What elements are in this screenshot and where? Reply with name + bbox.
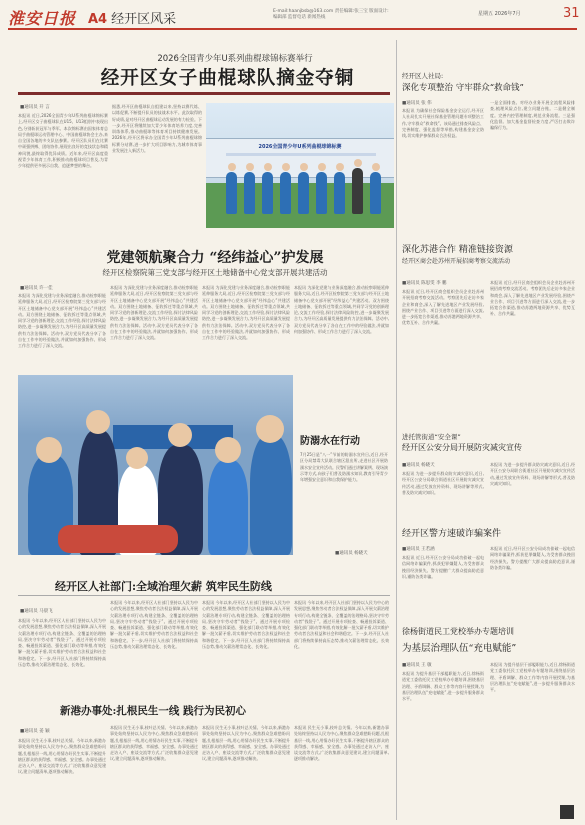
fire-byline: ■通讯员 杨晓天 bbox=[402, 463, 435, 468]
party-body-col3: 本报讯 为深化党建与业务深度融合,推动检察职能延伸服务大局,近日,经开区检察院第三党支部与经开区土地储备中心党支部开展“经纬益心”共建活动。双方围绕土地储备、征收拆迁等重点领域,共同学习党的创新理论,交流工作经验,探讨法律风险防控,进一步凝聚发展合力,为经开区高质量发展提供有力法治保障。活动中,双方党员代表分享了各自在工作中的经验做法,并就如何加强协作、形成工作合力进行了深入交流。 bbox=[202, 285, 290, 341]
photo-banner: 2026全国青少年U系列曲棍球锦标赛 bbox=[258, 144, 342, 150]
party-subhead: 经开区检察院第三党支部与经开区土地储备中心党支部开展共建活动 bbox=[102, 268, 328, 277]
labor-body-col3: 本报讯 今年以来,经开区人社部门坚持以人民为中心的发展思想,聚焦劳动者合法权益保障,深入开展欠薪治理专项行动,构建全链条、全覆盖的治理格局,坚决守牢劳动者“钱袋子”。通过开展专项检查、畅通投诉渠道、强化部门联动等举措,有效化解一批欠薪矛盾,切实维护劳动者合法权益和社会和谐稳定。下一步,经开区人社部门将持续保持高压态势,推动欠薪治理常态化、长效化。 bbox=[202, 600, 290, 650]
train-headline: 徐杨街道民工党校举办专题培训 bbox=[402, 627, 514, 636]
page-title: A4 经开区风采 bbox=[88, 12, 177, 27]
office-body-col1: 本报讯 民生无小事,枝叶总关情。今年以来,新港办事处始终坚持以人民为中心,聚焦群众急难愁盼问题,扎根基层一线,用心用情办好民生实事,不断提升辖区群众的获得感、幸福感、安全感。办事处通过走访入户、座谈交流等方式,广泛收集群众意见建议,建立问题清单,逐项推动解决。 bbox=[18, 738, 106, 775]
police-byline: ■通讯员 杨晓天 bbox=[335, 551, 368, 556]
scam-body-left: 本报讯 近日,经开区公安分局成功侦破一起电信网络诈骗案件,抓获犯罪嫌疑人,为受害群众挽回经济损失。警方提醒广大群众提高防范意识,谨防各类诈骗。 bbox=[402, 555, 484, 579]
biz-subhead: 经开区商会赴苏州开展招商考察交流活动 bbox=[402, 258, 511, 265]
scam-headline: 经开区警方速破诈骗案件 bbox=[402, 529, 502, 539]
masthead bbox=[8, 6, 580, 30]
hockey-team-photo bbox=[206, 103, 394, 228]
col-body-right: 一是全面排查。对经办业务开展全流程风险排查,梳理风险点位,建立问题台账。二是健全制度。完善内控管理制度,规范业务流程。三是强化监督。加大基金监督检查力度,严厉打击欺诈骗保行为。 bbox=[490, 100, 575, 131]
police-body: 7月25日是“八一”节前的防溺水宣传日,近日,经开区分局禁毒大队联合辖区派出所,走进社区开展防溺水安全宣传活动。民警们通过讲解案例、现场演示等方式,向孩子们普及防溺水知识,教育引导青少年增强安全意识和自我保护能力。 bbox=[300, 452, 388, 483]
police-title: 防溺水在行动 bbox=[300, 436, 360, 447]
labor-byline: ■通讯员 马晨飞 bbox=[20, 609, 53, 614]
fire-body-left: 本报讯 为进一步提升群众防灾减灾意识,近日,经开区公安分局联合街道社区开展防灾减灾宣传活动,通过发放宣传资料、现场讲解等形式,普及防灾减灾知识。 bbox=[402, 471, 484, 495]
labor-headline: 经开区人社部门:全域治理欠薪 筑牢民生防线 bbox=[55, 580, 272, 593]
biz-byline: ■通讯员 陈思雯 李 鹏 bbox=[402, 281, 447, 286]
divider bbox=[18, 92, 390, 95]
issue-date: 星期五 2026年7月 bbox=[478, 11, 521, 17]
lead-body-left: 本报讯 近日,2026全国青少年U系列曲棍球锦标赛上,经开区女子曲棍球队在U15、U13组别中表现出色,分别斩获冠军与季军。本次锦标赛由国家体育总局手曲棍球运动管理中心、中国曲棍球协会主办,来自全国各地的多支队伍参赛。经开区队员们在比赛中顽强拼搏、团结协作,展现出良好的竞技状态和精神风貌,最终取得优异成绩。近年来,经开区高度重视青少年体育工作,积极推动曲棍球项目普及,为青少年提供更多展示自我、追逐梦想的舞台。 bbox=[18, 113, 108, 169]
party-body-col1: 本报讯 为深化党建与业务深度融合,推动检察职能延伸服务大局,近日,经开区检察院第三党支部与经开区土地储备中心党支部开展“经纬益心”共建活动。双方围绕土地储备、征收拆迁等重点领域,共同学习党的创新理论,交流工作经验,探讨法律风险防控,进一步凝聚发展合力,为经开区高质量发展提供有力法治保障。活动中,双方党员代表分享了各自在工作中的经验做法,并就如何加强协作、形成工作合力进行了深入交流。 bbox=[18, 293, 106, 349]
qr-code-icon bbox=[560, 805, 574, 819]
col-headline: 深化专项整治 守牢群众“救命钱” bbox=[402, 83, 524, 93]
train-body-left: 本报讯 为提升基层干部履职能力,近日,徐杨街道党工委依托民工党校举办专题培训,围绕基层治理、矛盾调解、群众工作等内容开展授课,为基层治理队伍“充电赋能”,进一步提升服务群众水平。 bbox=[402, 671, 484, 702]
column-divider bbox=[396, 40, 397, 820]
col-kicker: 经开区人社局: bbox=[402, 72, 444, 80]
office-body-col2: 本报讯 民生无小事,枝叶总关情。今年以来,新港办事处始终坚持以人民为中心,聚焦群众急难愁盼问题,扎根基层一线,用心用情办好民生实事,不断提升辖区群众的获得感、幸福感、安全感。办事处通过走访入户、座谈交流等方式,广泛收集群众意见建议,建立问题清单,逐项推动解决。 bbox=[110, 725, 198, 762]
train-subhead: 为基层治理队伍“充电赋能” bbox=[402, 643, 517, 654]
scam-byline: ■通讯员 王若涵 bbox=[402, 547, 435, 552]
col-body-left: 本报讯 为确保社会保险基金安全运行,经开区人社局扎实开展社保基金管理问题专项整治工作,守牢群众“救命钱”。该局通过排查风险点、完善制度、强化监督等举措,构建基金安全防线,切实维护参保群众合法权益。 bbox=[402, 108, 484, 139]
office-headline: 新港办事处:扎根民生一线 践行为民初心 bbox=[60, 705, 247, 717]
labor-body-col1: 本报讯 今年以来,经开区人社部门坚持以人民为中心的发展思想,聚焦劳动者合法权益保障,深入开展欠薪治理专项行动,构建全链条、全覆盖的治理格局,坚决守牢劳动者“钱袋子”。通过开展专项检查、畅通投诉渠道、强化部门联动等举措,有效化解一批欠薪矛盾,切实维护劳动者合法权益和社会和谐稳定。下一步,经开区人社部门将持续保持高压态势,推动欠薪治理常态化、长效化。 bbox=[18, 618, 106, 668]
police-event-photo bbox=[18, 375, 293, 555]
biz-body-left: 本报讯 近日,经开区商会组织会员企业赴苏州开展招商考察交流活动。考察团先后走访多家企业和商会,深入了解先进地区产业发展经验,围绕产业合作、项目引进等方面进行深入交流,进一步拓宽合作渠道,推动苏港两地资源共享、优势互补、合作共赢。 bbox=[402, 289, 484, 326]
fire-body-right: 本报讯 为进一步提升群众防灾减灾意识,近日,经开区公安分局联合街道社区开展防灾减灾宣传活动,通过发放宣传资料、现场讲解等形式,普及防灾减灾知识。 bbox=[490, 462, 575, 486]
party-body-col4: 本报讯 为深化党建与业务深度融合,推动检察职能延伸服务大局,近日,经开区检察院第三党支部与经开区土地储备中心党支部开展“经纬益心”共建活动。双方围绕土地储备、征收拆迁等重点领域,共同学习党的创新理论,交流工作经验,探讨法律风险防控,进一步凝聚发展合力,为经开区高质量发展提供有力法治保障。活动中,双方党员代表分享了各自在工作中的经验做法,并就如何加强协作、形成工作合力进行了深入交流。 bbox=[294, 285, 389, 335]
party-headline: 党建领航聚合力 “经纬益心”护发展 bbox=[106, 250, 324, 266]
office-body-col4: 本报讯 民生无小事,枝叶总关情。今年以来,新港办事处始终坚持以人民为中心,聚焦群众急难愁盼问题,扎根基层一线,用心用情办好民生实事,不断提升辖区群众的获得感、幸福感、安全感。办事处通过走访入户、座谈交流等方式,广泛收集群众意见建议,建立问题清单,逐项推动解决。 bbox=[294, 725, 389, 762]
train-body-right: 本报讯 为提升基层干部履职能力,近日,徐杨街道党工委依托民工党校举办专题培训,围绕基层治理、矛盾调解、群众工作等内容开展授课,为基层治理队伍“充电赋能”,进一步提升服务群众水平。 bbox=[490, 662, 575, 693]
lead-headline: 经开区女子曲棍球队摘金夺铜 bbox=[100, 68, 355, 89]
labor-body-col2: 本报讯 今年以来,经开区人社部门坚持以人民为中心的发展思想,聚焦劳动者合法权益保障,深入开展欠薪治理专项行动,构建全链条、全覆盖的治理格局,坚决守牢劳动者“钱袋子”。通过开展专项检查、畅通投诉渠道、强化部门联动等举措,有效化解一批欠薪矛盾,切实维护劳动者合法权益和社会和谐稳定。下一步,经开区人社部门将持续保持高压态势,推动欠薪治理常态化、长效化。 bbox=[110, 600, 198, 650]
page-label: A4 bbox=[88, 12, 108, 27]
col-byline: ■通讯员 张 伟 bbox=[402, 101, 432, 106]
contact-info: E-mail:haanjbsb@163.com 责任编辑:张三宝 版面设计: 编辑部 监督电话 新闻热线 bbox=[273, 9, 389, 20]
fire-headline: 经开区公安分局开展防灾减灾宣传 bbox=[402, 443, 522, 452]
office-body-col3: 本报讯 民生无小事,枝叶总关情。今年以来,新港办事处始终坚持以人民为中心,聚焦群众急难愁盼问题,扎根基层一线,用心用情办好民生实事,不断提升辖区群众的获得感、幸福感、安全感。办事处通过走访入户、座谈交流等方式,广泛收集群众意见建议,建立问题清单,逐项推动解决。 bbox=[202, 725, 290, 762]
biz-body-right: 本报讯 近日,经开区商会组织会员企业赴苏州开展招商考察交流活动。考察团先后走访多家企业和商会,深入了解先进地区产业发展经验,围绕产业合作、项目引进等方面进行深入交流,进一步拓宽合作渠道,推动苏港两地资源共享、优势互补、合作共赢。 bbox=[490, 280, 575, 317]
lead-kicker: 2026全国青少年U系列曲棍球锦标赛举行 bbox=[157, 54, 313, 64]
labor-body-col4: 本报讯 今年以来,经开区人社部门坚持以人民为中心的发展思想,聚焦劳动者合法权益保障,深入开展欠薪治理专项行动,构建全链条、全覆盖的治理格局,坚决守牢劳动者“钱袋子”。通过开展专项检查、畅通投诉渠道、强化部门联动等举措,有效化解一批欠薪矛盾,切实维护劳动者合法权益和社会和谐稳定。下一步,经开区人社部门将持续保持高压态势,推动欠薪治理常态化、长效化。 bbox=[294, 600, 389, 650]
divider bbox=[18, 595, 390, 596]
fire-kicker: 进托管街道“安全课” bbox=[402, 433, 461, 441]
party-byline: ■通讯员 许一佳 bbox=[20, 286, 53, 291]
office-byline: ■通讯员 姜 颖 bbox=[20, 729, 50, 734]
scam-body-right: 本报讯 近日,经开区公安分局成功侦破一起电信网络诈骗案件,抓获犯罪嫌疑人,为受害群众挽回经济损失。警方提醒广大群众提高防范意识,谨防各类诈骗。 bbox=[490, 546, 575, 570]
lead-byline: ■通讯员 开 言 bbox=[20, 105, 50, 110]
lead-body-right: 据悉,经开区曲棍球队自组建以来,坚持以赛代练、以练促赛,不断提升队员的技战术水平。此次取得的好成绩,是对经开区曲棍球运动发展的有力检验。下一步,经开区将继续加大青少年体育培养力度,完善训练体系,推动曲棍球等体育项目持续健康发展。2026年,经开区将承办全国青少年U系列曲棍球锦标赛分站赛,进一步扩大项目影响力,为城市体育事业发展注入新活力。 bbox=[112, 104, 202, 154]
page-number: 31 bbox=[563, 6, 580, 21]
biz-headline: 深化苏港合作 精准链接资源 bbox=[402, 245, 513, 255]
train-byline: ■通讯员 王 敏 bbox=[402, 663, 432, 668]
party-body-col2: 本报讯 为深化党建与业务深度融合,推动检察职能延伸服务大局,近日,经开区检察院第三党支部与经开区土地储备中心党支部开展“经纬益心”共建活动。双方围绕土地储备、征收拆迁等重点领域,共同学习党的创新理论,交流工作经验,探讨法律风险防控,进一步凝聚发展合力,为经开区高质量发展提供有力法治保障。活动中,双方党员代表分享了各自在工作中的经验做法,并就如何加强协作、形成工作合力进行了深入交流。 bbox=[110, 285, 198, 341]
newspaper-logo: 淮安日报 bbox=[8, 9, 77, 28]
